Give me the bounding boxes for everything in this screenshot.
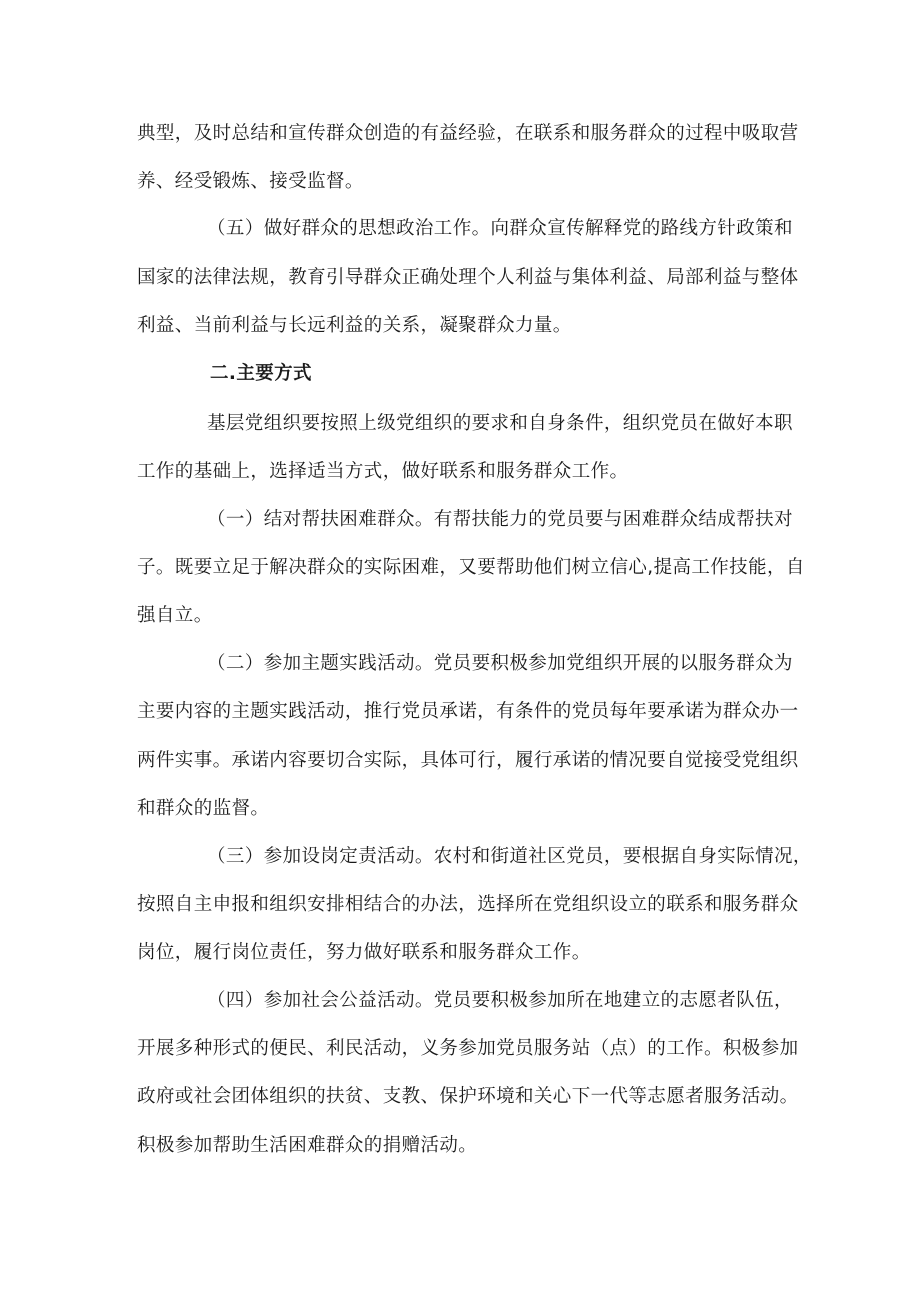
body-text-line: 国家的法律法规，教育引导群众正确处理个人利益与集体利益、局部利益与整体 <box>137 267 799 288</box>
item-4-first-line: （四）参加社会公益活动。党员要积极参加所在地建立的志愿者队伍， <box>207 990 793 1011</box>
body-text-line: 按照自主申报和组织安排相结合的办法，选择所在党组织设立的联系和服务群众 <box>137 894 799 915</box>
body-text-line: 开展多种形式的便民、利民活动，义务参加党员服务站（点）的工作。积极参加 <box>137 1038 799 1059</box>
body-text-line: 政府或社会团体组织的扶贫、支教、保护环境和关心下一代等志愿者服务活动。 <box>137 1086 799 1107</box>
paragraph-5-first-line: （五）做好群众的思想政治工作。向群众宣传解释党的路线方针政策和 <box>207 218 793 239</box>
body-text-line: 两件实事。承诺内容要切合实际，具体可行，履行承诺的情况要自觉接受党组织 <box>137 750 799 771</box>
item-3-first-line: （三）参加设岗定责活动。农村和街道社区党员，要根据自身实际情况， <box>207 846 812 867</box>
intro-paragraph-first-line: 基层党组织要按照上级党组织的要求和自身条件，组织党员在做好本职 <box>207 413 793 434</box>
item-1-first-line: （一）结对帮扶困难群众。有帮扶能力的党员要与困难群众结成帮扶对 <box>207 509 793 530</box>
body-text-line: 利益、当前利益与长远利益的关系，凝聚群众力量。 <box>137 315 572 336</box>
section-heading: 二.主要方式 <box>210 363 312 384</box>
body-text-line: 和群众的监督。 <box>137 798 270 819</box>
body-text-line: 积极参加帮助生活困难群众的捐赠活动。 <box>137 1135 478 1156</box>
item-2-first-line: （二）参加主题实践活动。党员要积极参加党组织开展的以服务群众为 <box>207 653 793 674</box>
body-text-line: 典型，及时总结和宣传群众创造的有益经验，在联系和服务群众的过程中吸取营 <box>137 123 799 144</box>
body-text-line: 养、经受锻炼、接受监督。 <box>137 171 364 192</box>
body-text-line: 工作的基础上，选择适当方式，做好联系和服务群众工作。 <box>137 461 629 482</box>
body-text-line: 强自立。 <box>137 605 213 626</box>
body-text-line: 子。既要立足于解决群众的实际困难，又要帮助他们树立信心,提高工作技能，自 <box>137 557 805 578</box>
body-text-line: 岗位，履行岗位责任，努力做好联系和服务群众工作。 <box>137 942 591 963</box>
body-text-line: 主要内容的主题实践活动，推行党员承诺，有条件的党员每年要承诺为群众办一 <box>137 701 799 722</box>
